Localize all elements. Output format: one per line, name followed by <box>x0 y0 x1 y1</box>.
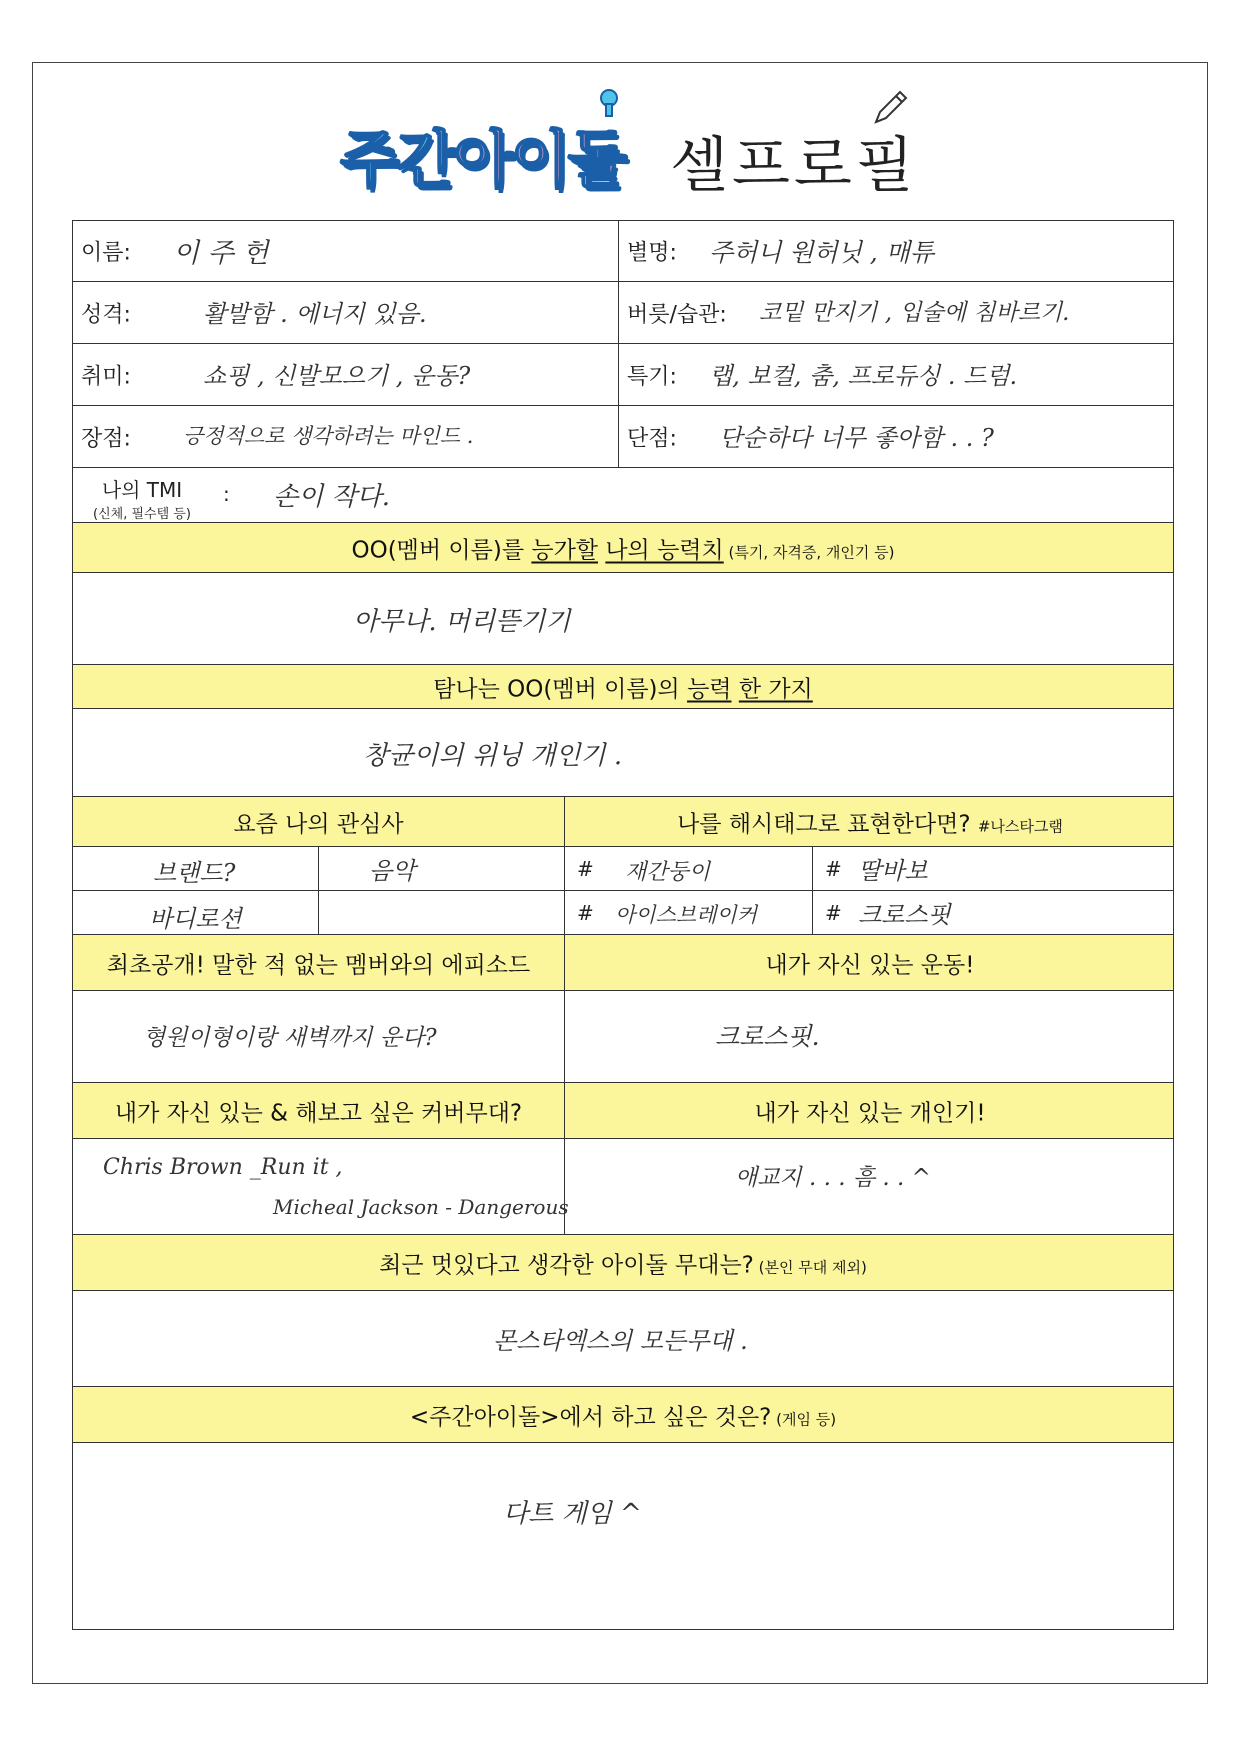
weakness-cell <box>619 406 1175 467</box>
hashtag-cell-4 <box>813 891 1175 934</box>
covet-title: 탐나는 OO(멤버 이름)의 능력 한 가지 <box>433 676 813 702</box>
want-title: <주간아이돌>에서 하고 싶은 것은? (게임 등) <box>409 1404 837 1430</box>
hobby-cell <box>73 344 619 405</box>
interest-hashtag-header <box>73 797 1173 847</box>
row-name <box>73 221 1173 282</box>
hashtag-3: 아이스브레이커 <box>615 903 758 927</box>
cover-answer-cell <box>73 1139 569 1234</box>
hobby-value: 쇼핑 , 신발모으기 , 운동? <box>203 362 471 390</box>
cover-title: 내가 자신 있는 & 해보고 싶은 커버무대? <box>114 1100 523 1126</box>
ability-answer: 아무나. 머리뜯기기 <box>353 607 571 637</box>
weakness-value: 단순하다 너무 좋아함 . . ? <box>719 424 994 452</box>
interest-header-cell <box>73 797 565 846</box>
episode-answer: 형원이형이랑 새벽까지 운다? <box>143 1025 437 1051</box>
row-hobby <box>73 344 1173 406</box>
row-tmi <box>73 468 1173 523</box>
name-value: 이 주 헌 <box>173 238 269 269</box>
row-strength <box>73 406 1173 468</box>
personality-cell <box>73 282 619 343</box>
episode-header-cell <box>73 935 565 990</box>
hobby-label: 취미: <box>81 364 131 389</box>
cover-header-cell <box>73 1083 565 1138</box>
interest-3: 바디로션 <box>149 905 242 933</box>
cover-answer-line-1: Chris Brown _Run it , <box>103 1155 343 1180</box>
stage-title: 최근 멋있다고 생각한 아이돌 무대는? (본인 무대 제외) <box>379 1252 867 1278</box>
personality-label: 성격: <box>81 302 131 327</box>
hashtag-cell-3 <box>565 891 813 934</box>
strength-value: 긍정적으로 생각하려는 마인드 . <box>183 424 474 448</box>
episode-sport-answer-row <box>73 991 1173 1083</box>
gag-answer-cell <box>565 1139 1175 1234</box>
profile-form <box>72 220 1174 1630</box>
hashtag-symbol: # <box>577 900 594 925</box>
gag-title: 내가 자신 있는 개인기! <box>754 1100 986 1126</box>
pencil-icon <box>870 88 910 128</box>
want-answer: 다트 게임 ^ <box>503 1499 642 1529</box>
weakness-label: 단점: <box>627 426 677 451</box>
hashtag-1: 재간둥이 <box>625 860 711 885</box>
gag-answer: 애교지 . . . 흠 . . ^ <box>735 1165 931 1191</box>
interest-1: 브랜드? <box>153 859 236 887</box>
talent-value: 랩, 보컬, 춤, 프로듀싱 . 드럼. <box>709 362 1018 390</box>
strength-label: 장점: <box>81 426 131 451</box>
tmi-colon: : <box>223 482 230 506</box>
weekly-idol-logo: 주간아이돌 <box>340 123 625 196</box>
covet-answer: 창균이의 위닝 개인기 . <box>363 741 623 771</box>
want-answer-row <box>73 1443 1173 1629</box>
name-cell <box>73 221 619 281</box>
interest-2: 음악 <box>369 857 416 885</box>
hashtag-title: 나를 해시태그로 표현한다면? #나스타그램 <box>677 811 1063 837</box>
hashtag-cell-2 <box>813 847 1175 890</box>
tmi-value: 손이 작다. <box>273 482 390 512</box>
covet-header <box>73 665 1173 709</box>
cover-gag-answer-row <box>73 1139 1173 1235</box>
sport-header-cell <box>565 935 1175 990</box>
nickname-value: 주허니 원허닛 , 매튜 <box>709 238 934 267</box>
habit-value: 코밑 만지기 , 입술에 침바르기. <box>759 300 1070 326</box>
interest-cell-2 <box>319 847 565 890</box>
want-header <box>73 1387 1173 1443</box>
hashtag-header-cell <box>565 797 1175 846</box>
stage-answer: 몬스타엑스의 모든무대 . <box>493 1327 748 1355</box>
habit-label: 버릇/습관: <box>627 302 727 327</box>
interest-hashtag-row-1 <box>73 847 1173 891</box>
interest-cell-4 <box>319 891 565 934</box>
stage-header <box>73 1235 1173 1291</box>
sport-answer: 크로스핏. <box>715 1022 820 1051</box>
episode-title: 최초공개! 말한 적 없는 멤버와의 에피소드 <box>106 952 531 978</box>
strength-cell <box>73 406 619 467</box>
cover-answer-line-2: Micheal Jackson - Dangerous <box>273 1195 569 1219</box>
tmi-label-block <box>83 474 201 522</box>
interest-title: 요즘 나의 관심사 <box>233 811 404 837</box>
interest-cell-1 <box>73 847 319 890</box>
nickname-cell <box>619 221 1175 281</box>
talent-label: 특기: <box>627 364 677 389</box>
stage-answer-row <box>73 1291 1173 1387</box>
hashtag-symbol: # <box>825 900 842 925</box>
cover-gag-header <box>73 1083 1173 1139</box>
gag-header-cell <box>565 1083 1175 1138</box>
hashtag-2: 딸바보 <box>858 857 928 885</box>
name-label: 이름: <box>81 240 131 266</box>
sport-title: 내가 자신 있는 운동! <box>765 952 975 978</box>
hashtag-symbol: # <box>577 856 594 881</box>
habit-cell <box>619 282 1175 343</box>
covet-answer-row <box>73 709 1173 797</box>
tmi-label: 나의 TMI <box>101 478 183 502</box>
tmi-sublabel: (신체, 필수템 등) <box>93 507 191 522</box>
personality-value: 활발함 . 에너지 있음. <box>203 300 427 328</box>
hashtag-4: 크로스핏 <box>858 901 951 929</box>
ability-title: OO(멤버 이름)를 능가할 나의 능력치 (특기, 자격증, 개인기 등) <box>351 537 895 563</box>
ability-header <box>73 523 1173 573</box>
sport-answer-cell <box>565 991 1175 1082</box>
row-personality <box>73 282 1173 344</box>
talent-cell <box>619 344 1175 405</box>
header <box>330 88 930 218</box>
nickname-label: 별명: <box>627 240 677 266</box>
page-title: 셀프로필 <box>670 131 918 201</box>
interest-cell-3 <box>73 891 319 934</box>
episode-sport-header <box>73 935 1173 991</box>
ability-answer-row <box>73 573 1173 665</box>
hashtag-symbol: # <box>825 856 842 881</box>
episode-answer-cell <box>73 991 565 1082</box>
hashtag-cell-1 <box>565 847 813 890</box>
logo-antenna-icon <box>598 88 620 118</box>
interest-hashtag-row-2 <box>73 891 1173 935</box>
